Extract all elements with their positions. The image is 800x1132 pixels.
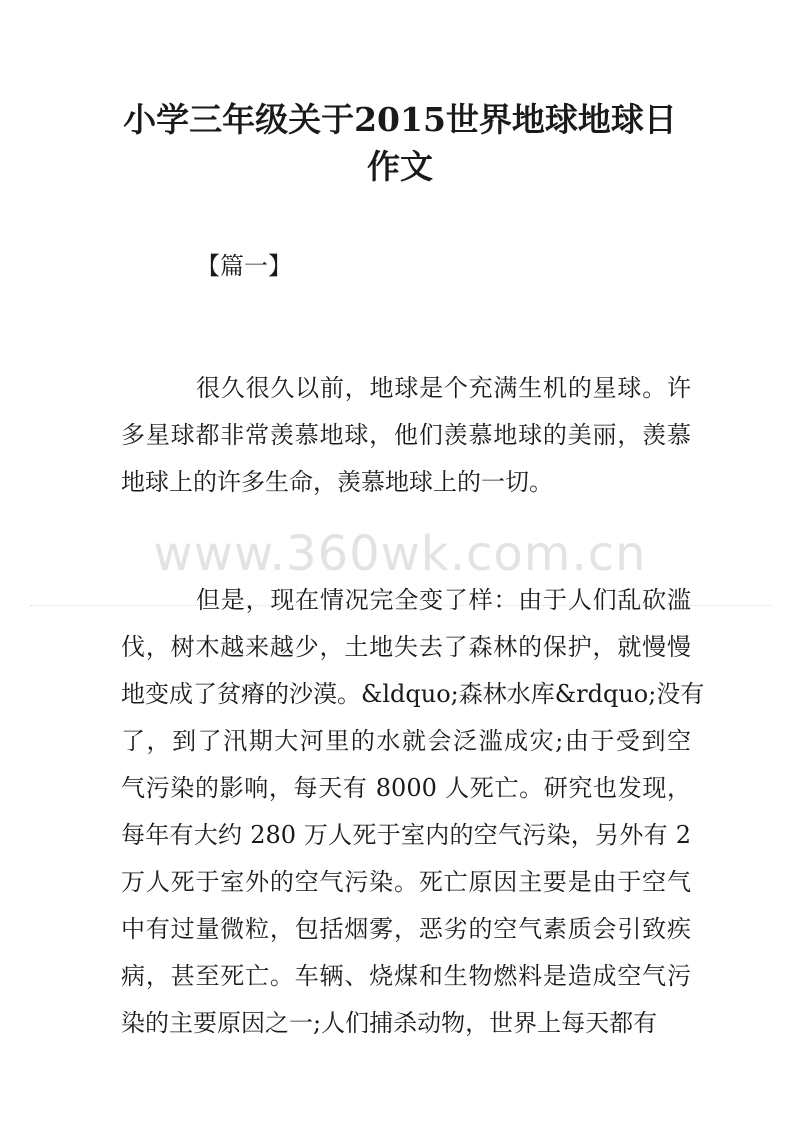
paragraph-1-line: 很久很久以前，地球是个充满生机的星球。许 bbox=[196, 374, 691, 402]
paragraph-2-line: 但是，现在情况完全变了样：由于人们乱砍滥 bbox=[196, 586, 691, 614]
paragraph-2-line: 地变成了贫瘠的沙漠。&ldquo;森林水库&rdquo;没有 bbox=[121, 680, 705, 708]
paragraph-2-line: 气污染的影响，每天有 8000 人死亡。研究也发现， bbox=[121, 774, 691, 802]
paragraph-1-line: 地球上的许多生命，羡慕地球上的一切。 bbox=[121, 468, 553, 496]
paragraph-2-line: 每年有大约 280 万人死于室内的空气污染，另外有 2 bbox=[121, 821, 691, 849]
paragraph-2-line: 染的主要原因之一;人们捕杀动物，世界上每天都有 bbox=[121, 1009, 658, 1037]
page-title-line-1: 小学三年级关于2015世界地球地球日 bbox=[123, 100, 677, 139]
paragraph-1-line: 多星球都非常羡慕地球，他们羡慕地球的美丽，羡慕 bbox=[121, 421, 691, 449]
section-label: 【篇一】 bbox=[196, 252, 292, 280]
paragraph-2-line: 病，甚至死亡。车辆、烧煤和生物燃料是造成空气污 bbox=[121, 962, 691, 990]
paragraph-2-line: 伐，树木越来越少，土地失去了森林的保护，就慢慢 bbox=[121, 633, 691, 661]
paragraph-2-line: 了，到了汛期大河里的水就会泛滥成灾;由于受到空 bbox=[121, 727, 691, 755]
page-title-line-2: 作文 bbox=[367, 147, 433, 186]
paragraph-2-line: 万人死于室外的空气污染。死亡原因主要是由于空气 bbox=[121, 868, 691, 896]
paragraph-2-line: 中有过量微粒，包括烟雾，恶劣的空气素质会引致疾 bbox=[121, 915, 691, 943]
watermark-text: www.360wk.com.cn bbox=[153, 526, 647, 582]
